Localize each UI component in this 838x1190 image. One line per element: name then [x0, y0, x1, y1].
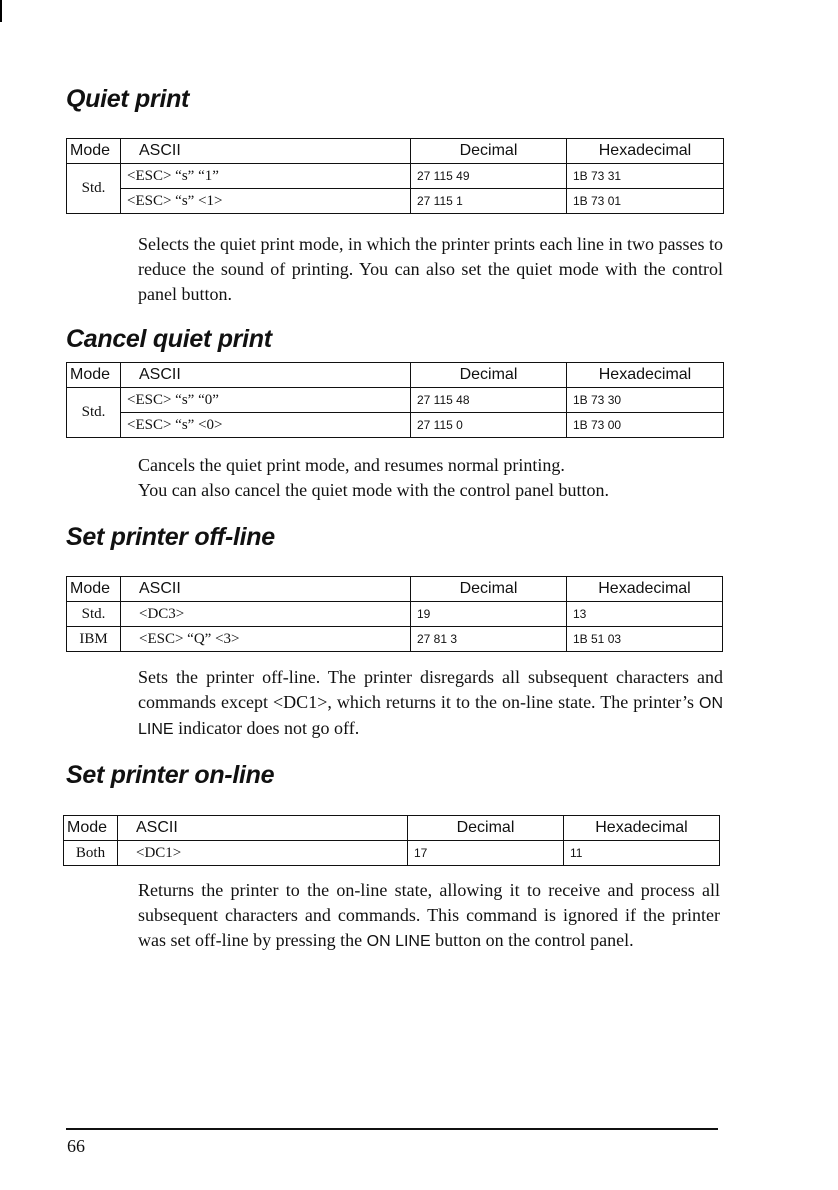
- header-hex: Hexadecimal: [567, 577, 723, 602]
- section-title: Set printer off-line: [66, 523, 275, 551]
- header-decimal: Decimal: [411, 363, 567, 388]
- header-ascii: ASCII: [118, 816, 408, 841]
- table-header-row: [67, 577, 723, 602]
- decimal-cell: 27 115 1: [411, 189, 567, 214]
- table-row: [67, 164, 724, 189]
- header-ascii: ASCII: [121, 577, 411, 602]
- description-text: indicator does not go off.: [173, 718, 360, 738]
- decimal-cell: 19: [411, 602, 567, 627]
- mode-cell: Std.: [67, 164, 121, 214]
- hex-cell: 11: [564, 841, 720, 866]
- scan-edge-mark: [0, 0, 2, 22]
- ascii-cell: <ESC> “s” <1>: [121, 189, 411, 214]
- command-table-cancel-quiet-print: [66, 362, 724, 438]
- description-text: Returns the printer to the on-line state, allowing it to receive and process all subsequent characters and commands. This command is ignored if the printer was set off-line by pressing the: [138, 880, 720, 950]
- section-description: [138, 878, 720, 954]
- section-title: Set printer on-line: [66, 761, 275, 789]
- ascii-cell: <ESC> “s” “0”: [121, 388, 411, 413]
- table-row: [67, 602, 723, 627]
- mode-cell: Both: [64, 841, 118, 866]
- header-decimal: Decimal: [411, 139, 567, 164]
- description-line: Cancels the quiet print mode, and resumes normal printing.: [138, 455, 565, 475]
- section-title: Quiet print: [66, 85, 190, 113]
- header-hex: Hexadecimal: [567, 139, 724, 164]
- description-text: button on the control panel.: [430, 930, 634, 950]
- ascii-cell: <ESC> “s” <0>: [121, 413, 411, 438]
- section-set-printer-online: [66, 760, 726, 790]
- decimal-cell: 17: [408, 841, 564, 866]
- command-table-quiet-print: [66, 138, 724, 214]
- table-header-row: [67, 363, 724, 388]
- hex-cell: 1B 51 03: [567, 627, 723, 652]
- section-set-printer-offline: [66, 522, 726, 552]
- table-row: [67, 413, 724, 438]
- table-row: [67, 388, 724, 413]
- decimal-cell: 27 81 3: [411, 627, 567, 652]
- table-row: [67, 627, 723, 652]
- on-line-indicator-label: ON LINE: [138, 695, 723, 738]
- table-row: [67, 189, 724, 214]
- ascii-cell: <ESC> “s” “1”: [121, 164, 411, 189]
- page-number: 66: [67, 1136, 85, 1156]
- section-description: [138, 665, 723, 742]
- header-mode: Mode: [67, 363, 121, 388]
- command-table-set-printer-offline: [66, 576, 723, 652]
- on-line-button-label: ON LINE: [366, 933, 431, 950]
- hex-cell: 1B 73 30: [567, 388, 724, 413]
- mode-cell: Std.: [67, 388, 121, 438]
- section-cancel-quiet-print: [66, 324, 726, 354]
- header-ascii: ASCII: [121, 363, 411, 388]
- hex-cell: 1B 73 00: [567, 413, 724, 438]
- command-table-set-printer-online: [63, 815, 720, 866]
- decimal-cell: 27 115 0: [411, 413, 567, 438]
- footer-rule: [66, 1128, 718, 1130]
- header-decimal: Decimal: [408, 816, 564, 841]
- ascii-cell: <DC3>: [121, 602, 411, 627]
- table-header-row: [67, 139, 724, 164]
- hex-cell: 1B 73 31: [567, 164, 724, 189]
- ascii-cell: <DC1>: [118, 841, 408, 866]
- table-header-row: [64, 816, 720, 841]
- section-description: Selects the quiet print mode, in which the printer prints each line in two passes to reduce the sound of printing. You can also set the quiet mode with the control panel button.: [138, 234, 723, 304]
- section-quiet-print: [66, 84, 726, 114]
- header-ascii: ASCII: [121, 139, 411, 164]
- ascii-cell: <ESC> “Q” <3>: [121, 627, 411, 652]
- header-decimal: Decimal: [411, 577, 567, 602]
- header-mode: Mode: [67, 139, 121, 164]
- hex-cell: 13: [567, 602, 723, 627]
- header-mode: Mode: [64, 816, 118, 841]
- section-description: [138, 453, 723, 503]
- description-text: Sets the printer off-line. The printer disregards all subsequent characters and commands except <DC1>, which returns it to the on-line state. The printer’s: [138, 667, 723, 712]
- mode-cell: IBM: [67, 627, 121, 652]
- header-hex: Hexadecimal: [564, 816, 720, 841]
- section-title: Cancel quiet print: [66, 325, 272, 353]
- table-row: [64, 841, 720, 866]
- description-line: You can also cancel the quiet mode with the control panel button.: [138, 480, 610, 500]
- header-hex: Hexadecimal: [567, 363, 724, 388]
- header-mode: Mode: [67, 577, 121, 602]
- decimal-cell: 27 115 49: [411, 164, 567, 189]
- hex-cell: 1B 73 01: [567, 189, 724, 214]
- decimal-cell: 27 115 48: [411, 388, 567, 413]
- mode-cell: Std.: [67, 602, 121, 627]
